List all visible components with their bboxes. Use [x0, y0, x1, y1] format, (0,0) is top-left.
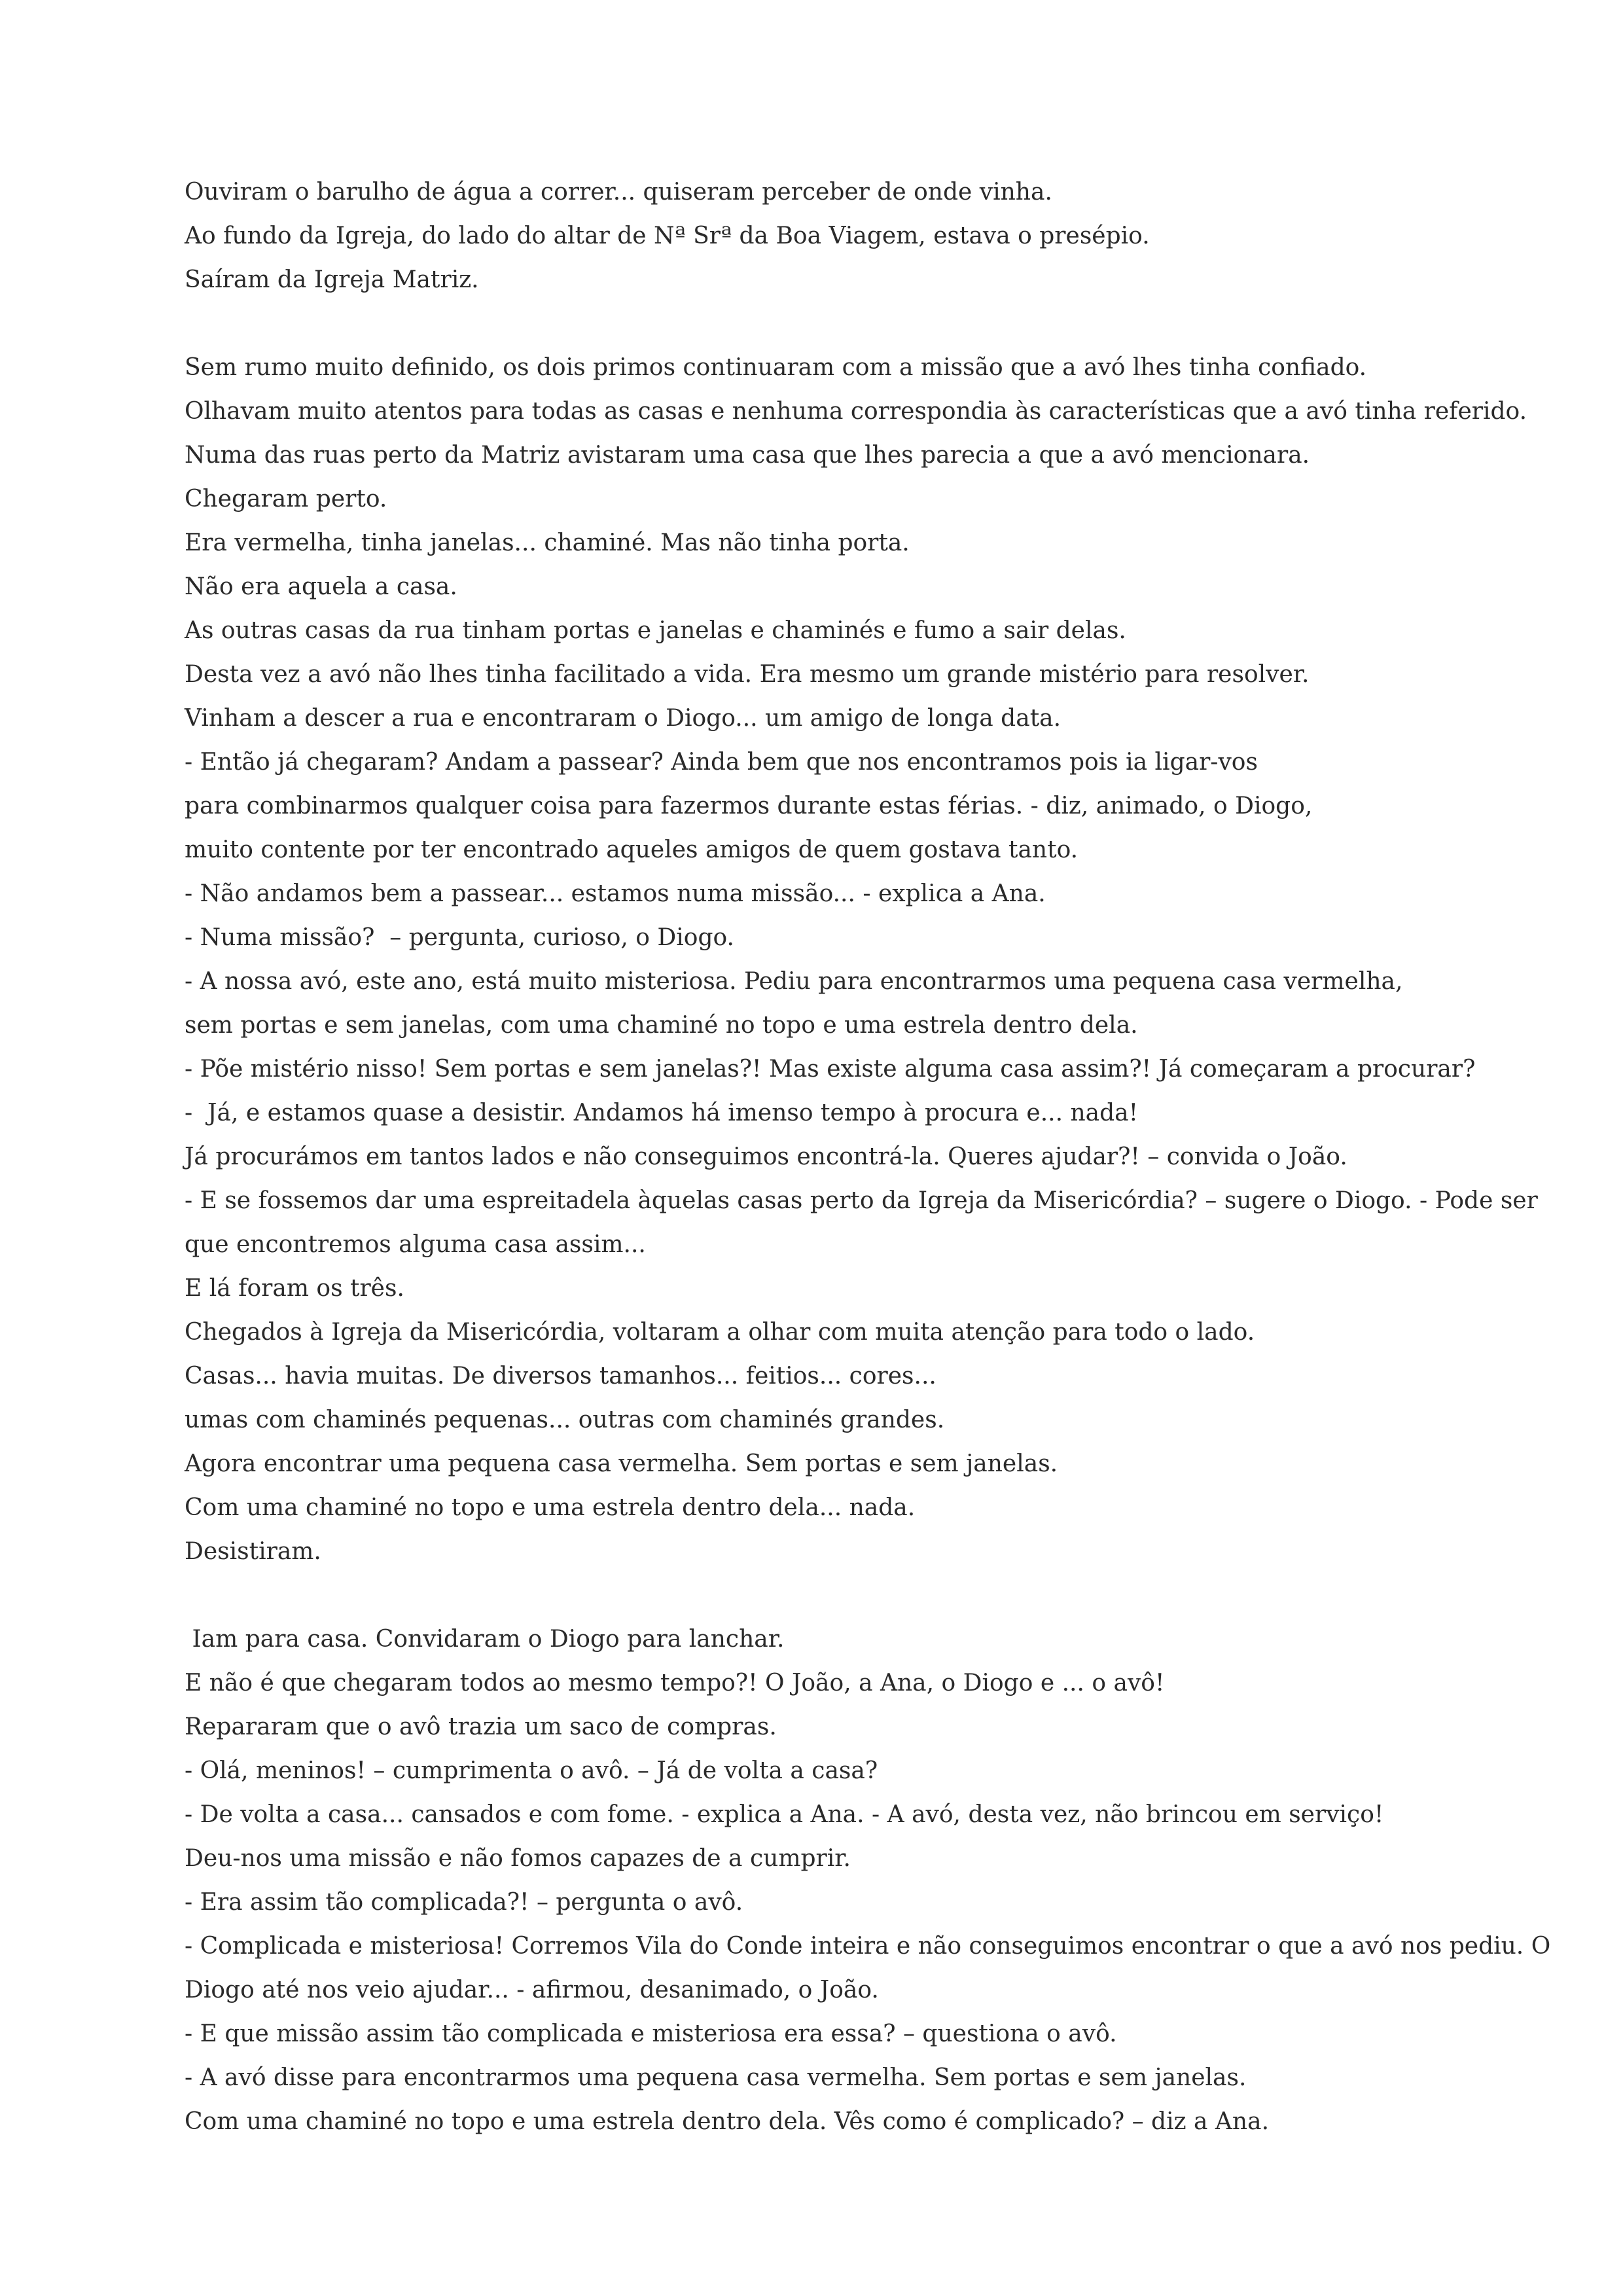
text-line: Não era aquela a casa. [185, 573, 457, 600]
text-line: - De volta a casa... cansados e com fome. - explica a Ana. - A avó, desta vez, não brincou em serviço! [185, 1801, 1384, 1828]
text-line: Casas... havia muitas. De diversos tamanhos... feitios... cores... [185, 1363, 936, 1390]
text-line: Sem rumo muito definido, os dois primos continuaram com a missão que a avó lhes tinha confiado. [185, 354, 1367, 381]
text-line: - A nossa avó, este ano, está muito misteriosa. Pediu para encontrarmos uma pequena casa vermelha, [185, 968, 1403, 995]
text-line: Ao fundo da Igreja, do lado do altar de Nª Srª da Boa Viagem, estava o presépio. [185, 223, 1150, 249]
text-line: - E se fossemos dar uma espreitadela àquelas casas perto da Igreja da Misericórdia? – sugere o Diogo. - Pode ser [185, 1187, 1538, 1214]
text-line: Chegaram perto. [185, 486, 387, 512]
text-line: Desistiram. [185, 1538, 321, 1565]
text-line: que encontremos alguma casa assim... [185, 1231, 646, 1258]
text-line: - Então já chegaram? Andam a passear? Ainda bem que nos encontramos pois ia ligar-vos [185, 749, 1258, 776]
text-line: Com uma chaminé no topo e uma estrela dentro dela... nada. [185, 1494, 916, 1521]
text-line: - Põe mistério nisso! Sem portas e sem janelas?! Mas existe alguma casa assim?! Já começaram a procurar? [185, 1056, 1476, 1083]
text-line: - Complicada e misteriosa! Corremos Vila do Conde inteira e não conseguimos encontrar o que a avó nos pediu. O [185, 1933, 1551, 1960]
text-line: para combinarmos qualquer coisa para fazermos durante estas férias. - diz, animado, o Diogo, [185, 793, 1313, 819]
text-line: As outras casas da rua tinham portas e janelas e chaminés e fumo a sair delas. [185, 617, 1126, 644]
text-line: Ouviram o barulho de água a correr... quiseram perceber de onde vinha. [185, 179, 1052, 206]
text-line: Deu-nos uma missão e não fomos capazes de a cumprir. [185, 1845, 851, 1872]
paragraph-break [185, 1573, 1493, 1617]
paragraph-break [185, 302, 1493, 346]
text-line: Olhavam muito atentos para todas as casas e nenhuma correspondia às características que a avó tinha referido. [185, 398, 1527, 425]
text-line: - E que missão assim tão complicada e misteriosa era essa? – questiona o avô. [185, 2020, 1117, 2047]
story-text [185, 170, 1551, 2144]
text-line: E não é que chegaram todos ao mesmo tempo?! O João, a Ana, o Diogo e ... o avô! [185, 1670, 1165, 1696]
text-line: Chegados à Igreja da Misericórdia, voltaram a olhar com muita atenção para todo o lado. [185, 1319, 1255, 1346]
text-line: - Numa missão? – pergunta, curioso, o Diogo. [185, 924, 734, 951]
text-line: muito contente por ter encontrado aqueles amigos de quem gostava tanto. [185, 836, 1079, 863]
text-line: Iam para casa. Convidaram o Diogo para lanchar. [185, 1626, 785, 1653]
text-line: Saíram da Igreja Matriz. [185, 266, 479, 293]
text-line: Já procurámos em tantos lados e não conseguimos encontrá-la. Queres ajudar?! – convida o João. [185, 1143, 1347, 1170]
text-line: Vinham a descer a rua e encontraram o Diogo... um amigo de longa data. [185, 705, 1061, 732]
text-line: umas com chaminés pequenas... outras com chaminés grandes. [185, 1407, 945, 1433]
text-line: sem portas e sem janelas, com uma chaminé no topo e uma estrela dentro dela. [185, 1012, 1138, 1039]
text-line: - Era assim tão complicada?! – pergunta o avô. [185, 1889, 743, 1916]
text-line: - A avó disse para encontrarmos uma pequena casa vermelha. Sem portas e sem janelas. [185, 2064, 1247, 2091]
text-line: - Já, e estamos quase a desistir. Andamos há imenso tempo à procura e... nada! [185, 1100, 1139, 1126]
text-line: - Não andamos bem a passear... estamos numa missão... - explica a Ana. [185, 880, 1046, 907]
text-line: - Olá, meninos! – cumprimenta o avô. – Já de volta a casa? [185, 1757, 878, 1784]
text-line: Diogo até nos veio ajudar... - afirmou, desanimado, o João. [185, 1977, 879, 2003]
text-line: E lá foram os três. [185, 1275, 404, 1302]
text-line: Era vermelha, tinha janelas... chaminé. Mas não tinha porta. [185, 529, 910, 556]
text-line: Numa das ruas perto da Matriz avistaram uma casa que lhes parecia a que a avó mencionara. [185, 442, 1310, 469]
text-line: Agora encontrar uma pequena casa vermelha. Sem portas e sem janelas. [185, 1450, 1058, 1477]
text-line: Repararam que o avô trazia um saco de compras. [185, 1713, 777, 1740]
text-line: Desta vez a avó não lhes tinha facilitado a vida. Era mesmo um grande mistério para resolver. [185, 661, 1310, 688]
text-line: Com uma chaminé no topo e uma estrela dentro dela. Vês como é complicado? – diz a Ana. [185, 2108, 1270, 2135]
